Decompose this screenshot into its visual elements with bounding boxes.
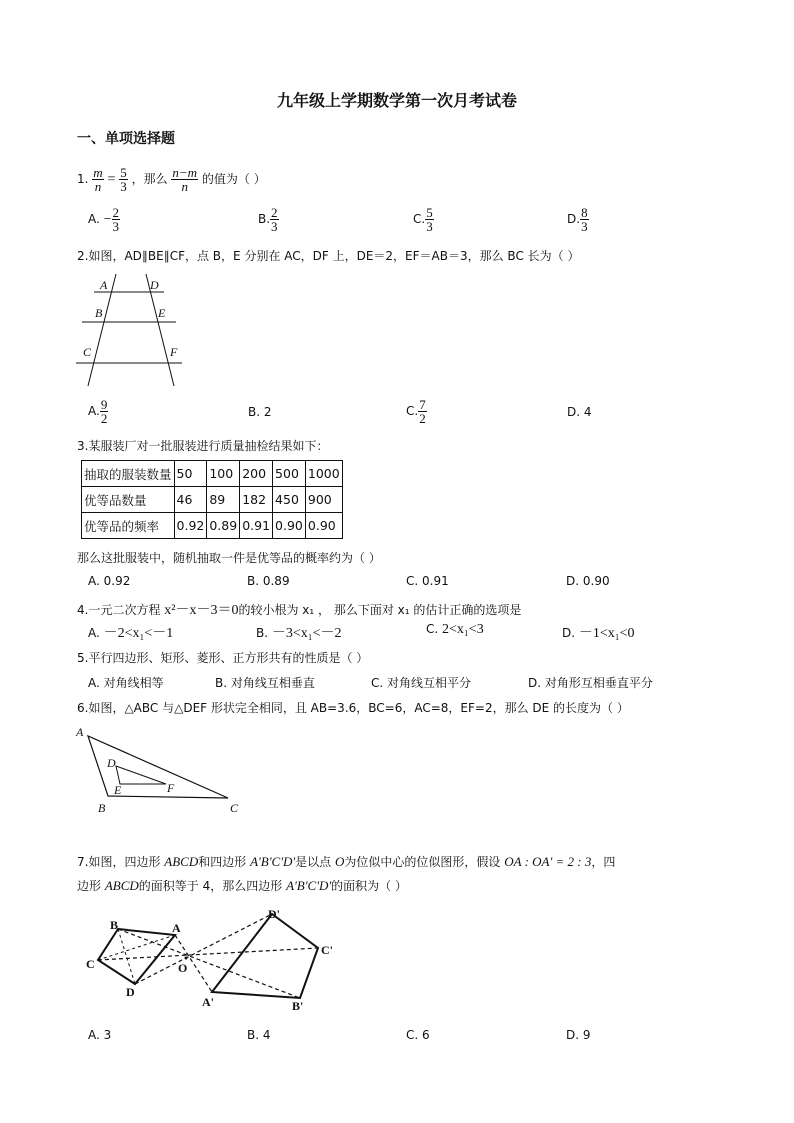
q4-option-b[interactable]: B. －3<x₁<－2 xyxy=(256,626,342,641)
question-1 xyxy=(77,166,266,193)
question-4: 4.一元二次方程 x²－x－3＝0的较小根为 x₁ ， 那么下面对 x₁ 的估计正确的选项是 xyxy=(77,603,522,618)
q1-option-c[interactable]: C. $\frac{5}{3}$ xyxy=(413,205,433,234)
q1-fraction-53: $\frac{5}{3}$ xyxy=(120,165,127,194)
question-7-line-1: 7.如图，四边形 ABCD和四边形 A'B'C'D'是以点 O为位似中心的位似图形，假设 OA : OA' = 2 : 3，四 xyxy=(77,854,616,869)
q7-option-c[interactable]: C. 6 xyxy=(406,1028,430,1042)
table-cell: 50 xyxy=(174,461,207,487)
table-row xyxy=(82,487,343,513)
q3-option-a[interactable]: A. 0.92 xyxy=(88,574,131,588)
q6-label-c: C xyxy=(230,801,239,815)
q1-tail-text: 的值为（ ） xyxy=(201,172,266,186)
q7-label-d: D xyxy=(126,985,135,999)
section-heading: 一、单项选择题 xyxy=(77,131,175,147)
q2-label-c: C xyxy=(83,345,92,359)
q7-label-c: C xyxy=(86,957,95,971)
table-row xyxy=(82,513,343,539)
q5-option-a[interactable]: A. 对角线相等 xyxy=(88,676,164,690)
page-title: 九年级上学期数学第一次月考试卷 xyxy=(276,91,517,110)
table-cell: 46 xyxy=(174,487,207,513)
q1-number: 1. xyxy=(77,172,89,186)
q6-similar-triangles-figure xyxy=(70,722,250,818)
q7-option-d[interactable]: D. 9 xyxy=(566,1028,591,1042)
q3-question: 那么这批服装中，随机抽取一件是优等品的概率约为（ ） xyxy=(77,551,381,565)
q7-label-b-prime: B' xyxy=(292,999,304,1012)
table-cell: 100 xyxy=(207,461,240,487)
table-cell: 450 xyxy=(273,487,306,513)
q5-option-b[interactable]: B. 对角线互相垂直 xyxy=(215,676,315,690)
q6-label-d: D xyxy=(107,756,116,770)
q6-label-b: B xyxy=(98,801,106,815)
table-cell: 0.91 xyxy=(240,513,273,539)
q2-option-d[interactable]: D. 4 xyxy=(567,405,592,419)
question-6: 6.如图，△ABC 与△DEF 形状完全相同，且 AB=3.6，BC=6，AC=8，EF=2，那么 DE 的长度为（ ） xyxy=(77,701,629,715)
table-cell: 0.90 xyxy=(305,513,342,539)
q2-option-b[interactable]: B. 2 xyxy=(248,405,272,419)
q3-frequency-table xyxy=(81,460,343,539)
q4-option-d[interactable]: D. －1<x₁<0 xyxy=(562,626,635,641)
q3-option-b[interactable]: B. 0.89 xyxy=(247,574,290,588)
table-cell: 89 xyxy=(207,487,240,513)
q4-option-a[interactable]: A. －2<x₁<－1 xyxy=(88,626,174,641)
q6-label-e: E xyxy=(114,783,122,797)
q7-label-b: B xyxy=(110,918,119,932)
q4-equation: x²－x－3＝0 xyxy=(164,603,239,618)
q7-label-c-prime: C' xyxy=(321,943,333,957)
q2-label-e: E xyxy=(158,306,166,320)
q7-label-a: A xyxy=(172,921,181,935)
q1-fraction-nm: $\frac{n-m}{n}$ xyxy=(172,165,198,194)
q1-middle-text: ，那么 xyxy=(131,172,168,186)
table-cell: 0.92 xyxy=(174,513,207,539)
q4-option-c[interactable]: C. 2<x₁<3 xyxy=(426,622,484,637)
q1-option-a[interactable]: A. − $\frac{2}{3}$ xyxy=(88,205,120,234)
table-cell: 182 xyxy=(240,487,273,513)
q2-parallel-lines-figure xyxy=(74,272,186,390)
table-cell: 200 xyxy=(240,461,273,487)
q2-label-b: B xyxy=(95,306,103,320)
table-cell: 优等品数量 xyxy=(82,487,175,513)
question-2: 2.如图，AD∥BE∥CF，点 B，E 分别在 AC，DF 上，DE＝2，EF＝AB＝3，那么 BC 长为（ ） xyxy=(77,249,580,263)
q5-option-c[interactable]: C. 对角线互相平分 xyxy=(371,676,472,690)
q6-label-f: F xyxy=(167,781,175,795)
table-row xyxy=(82,461,343,487)
q7-homothety-figure xyxy=(80,906,350,1012)
q7-option-b[interactable]: B. 4 xyxy=(247,1028,271,1042)
table-cell: 抽取的服装数量 xyxy=(82,461,175,487)
q2-label-a: A xyxy=(100,278,108,292)
q2-label-f: F xyxy=(170,345,178,359)
q1-equals: = xyxy=(107,172,116,187)
q1-fraction-mn: $\frac{m}{n}$ xyxy=(93,165,103,194)
q2-option-c[interactable]: C. $\frac{7}{2}$ xyxy=(406,397,426,426)
q3-option-c[interactable]: C. 0.91 xyxy=(406,574,449,588)
q2-label-d: D xyxy=(150,278,159,292)
table-cell: 500 xyxy=(273,461,306,487)
table-cell: 1000 xyxy=(305,461,342,487)
question-7-line-2: 边形 ABCD的面积等于 4，那么四边形 A'B'C'D'的面积为（ ） xyxy=(77,878,407,893)
q5-option-d[interactable]: D. 对角形互相垂直平分 xyxy=(528,676,653,690)
table-cell: 900 xyxy=(305,487,342,513)
q7-label-d-prime: D' xyxy=(268,907,280,921)
table-cell: 0.90 xyxy=(273,513,306,539)
q7-label-a-prime: A' xyxy=(202,995,214,1009)
q3-option-d[interactable]: D. 0.90 xyxy=(566,574,610,588)
table-cell: 0.89 xyxy=(207,513,240,539)
q7-option-a[interactable]: A. 3 xyxy=(88,1028,112,1042)
table-cell: 优等品的频率 xyxy=(82,513,175,539)
q2-option-a[interactable]: A. $\frac{9}{2}$ xyxy=(88,397,108,426)
q1-option-b[interactable]: B. $\frac{2}{3}$ xyxy=(258,205,278,234)
q1-option-d[interactable]: D. $\frac{8}{3}$ xyxy=(567,205,588,234)
q7-label-o: O xyxy=(178,961,188,975)
q6-label-a: A xyxy=(76,725,84,739)
question-3: 3.某服装厂对一批服装进行质量抽检结果如下： xyxy=(77,439,329,453)
question-5: 5.平行四边形、矩形、菱形、正方形共有的性质是（ ） xyxy=(77,651,369,665)
